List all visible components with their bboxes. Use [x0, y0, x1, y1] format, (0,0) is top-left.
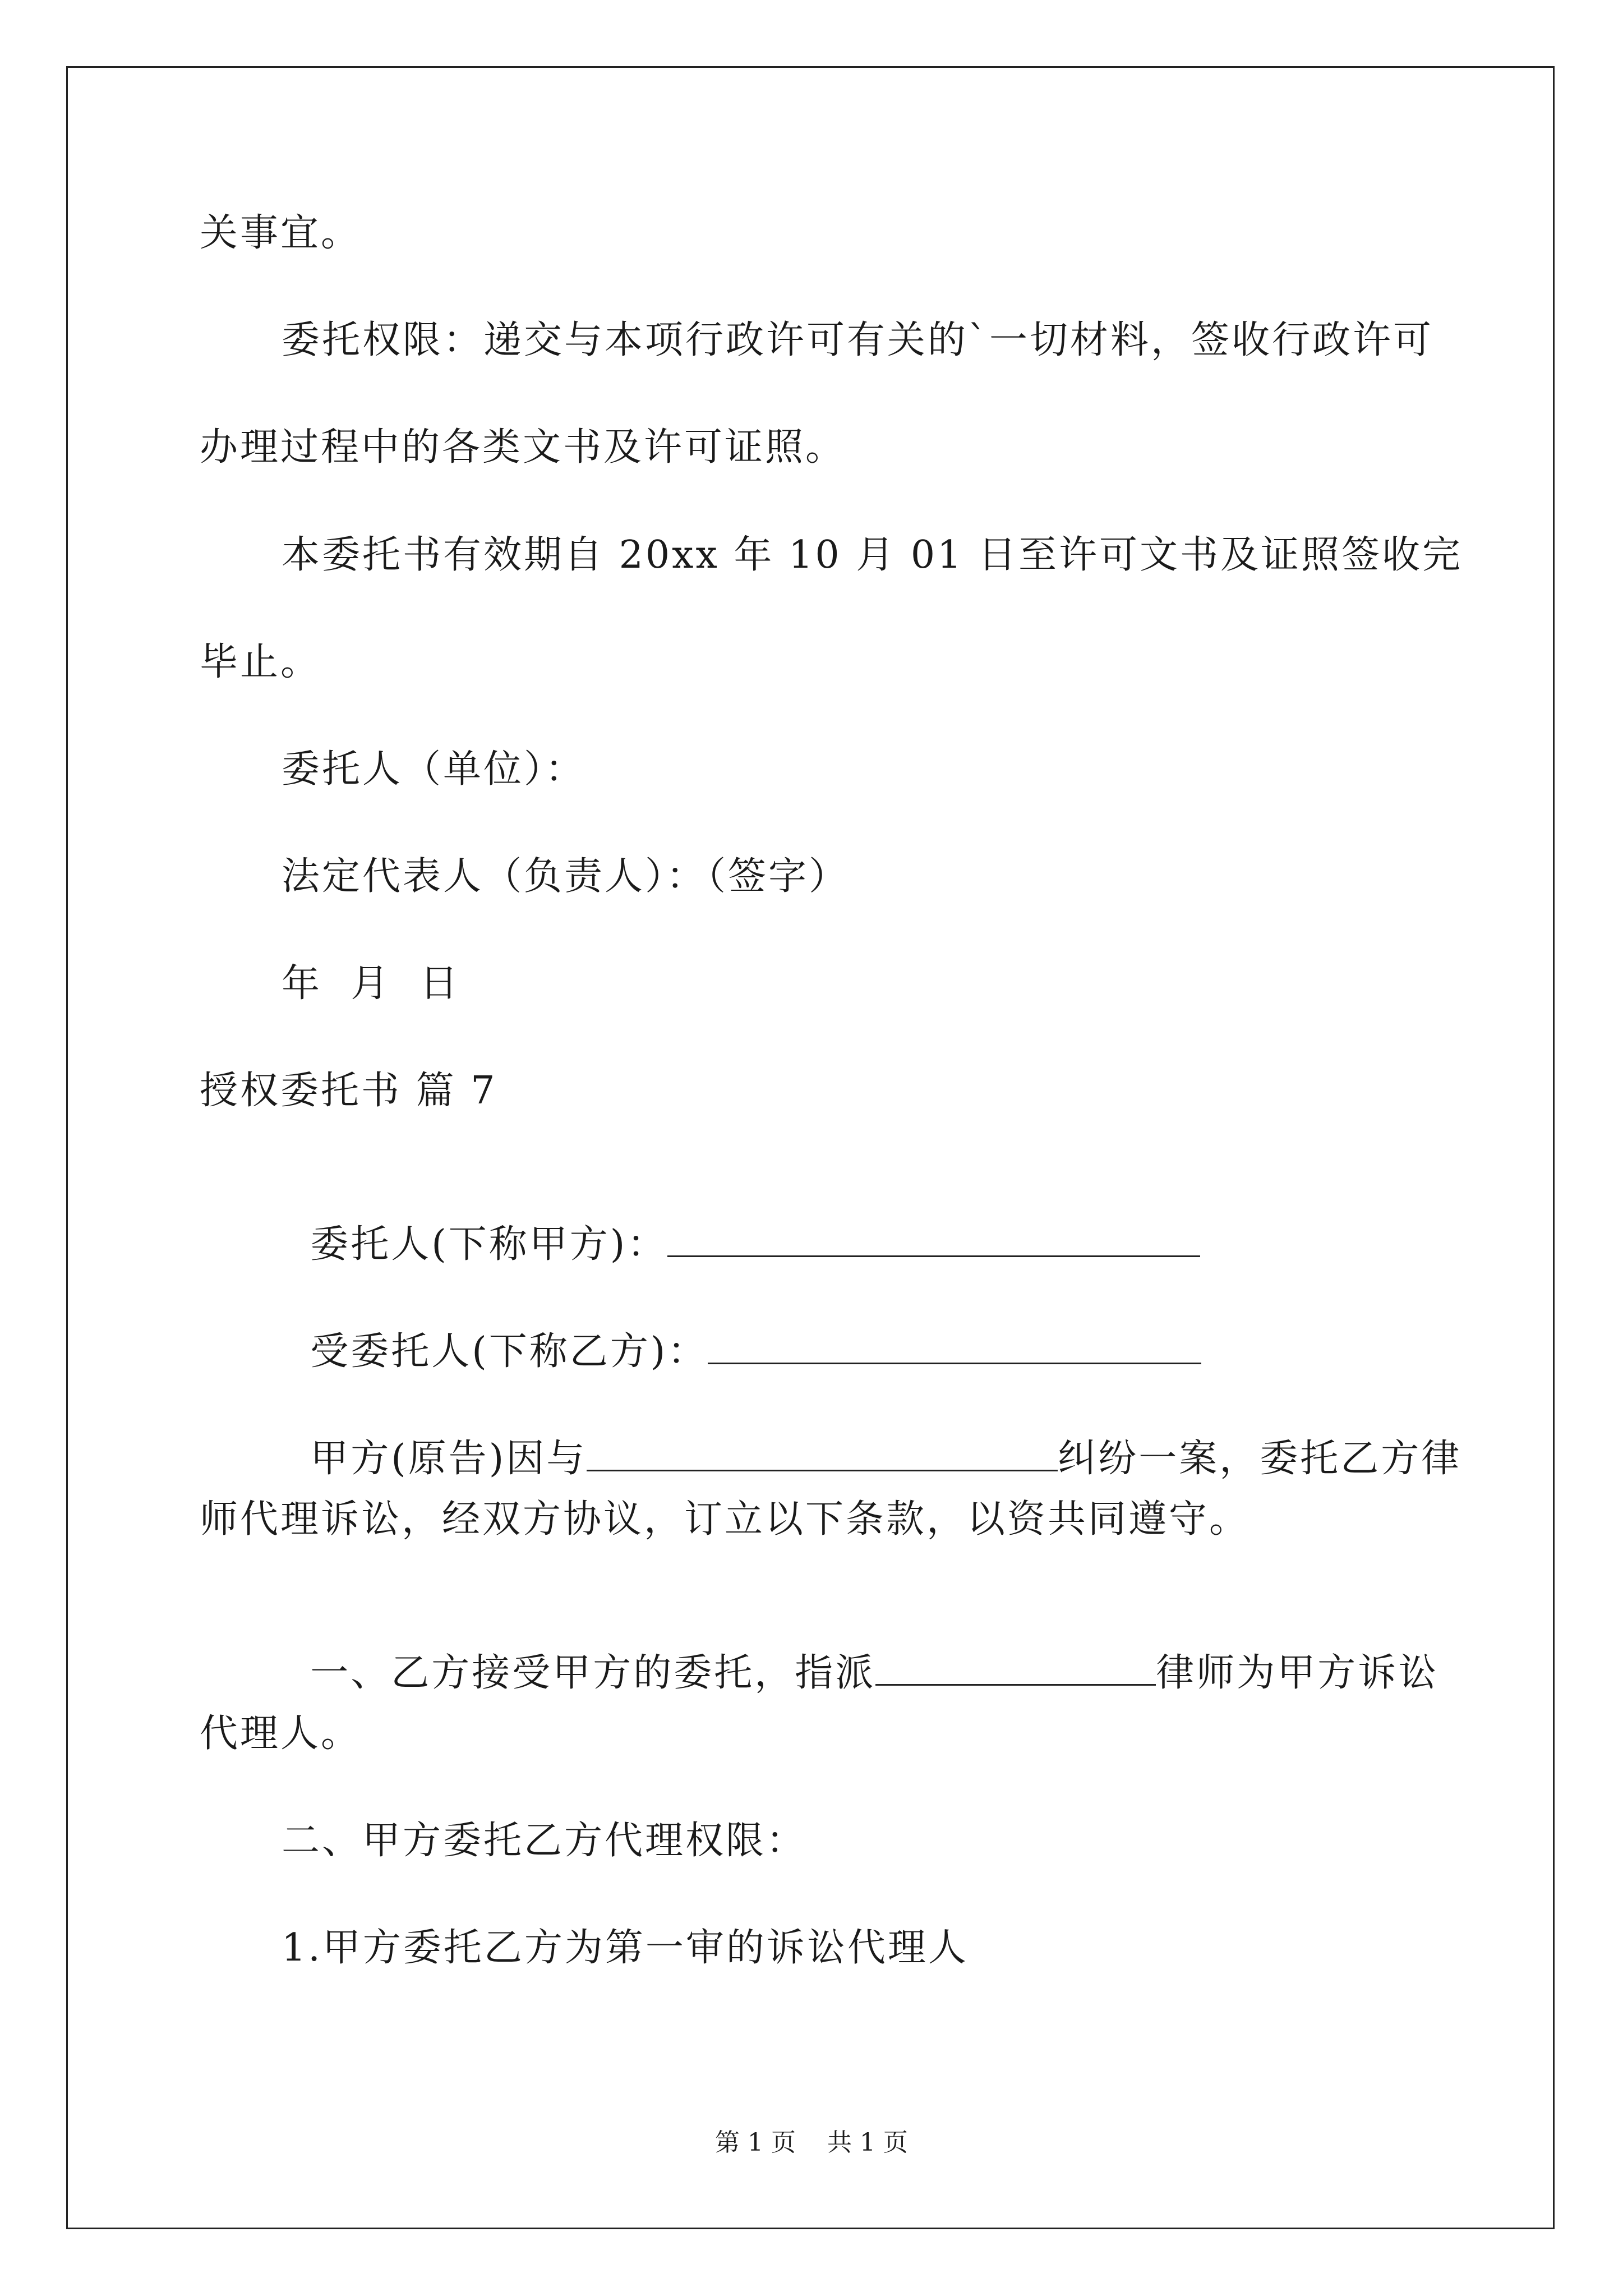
text-line-13: 师代理诉讼，经双方协议，订立以下条款，以资共同遵守。 [200, 1497, 1250, 1542]
agent-blank [708, 1328, 1201, 1364]
page-footer: 第 1 页 共 1 页 [715, 2128, 908, 2157]
lawyer-blank [875, 1649, 1156, 1686]
clause-1-end: 律师为甲方诉讼 [1156, 1651, 1439, 1695]
case-label-start: 甲方(原告)因与 [310, 1437, 587, 1481]
text-line-7: 法定代表人（负责人）：（签字） [282, 854, 850, 899]
date-line: 年 月 日 [282, 961, 460, 1006]
text-line-3: 办理过程中的各类文书及许可证照。 [200, 425, 846, 470]
text-line-1: 关事宜。 [200, 211, 362, 255]
text-line-16: 二、甲方委托乙方代理权限： [282, 1819, 807, 1863]
text-line-2: 委托权限：递交与本项行政许可有关的`一切材料，签收行政许可 [282, 318, 1434, 362]
text-line-10 [282, 1176, 1200, 1267]
text-line-12 [282, 1390, 1461, 1481]
case-label-end: 纠纷一案，委托乙方律 [1058, 1437, 1462, 1481]
text-line-4: 本委托书有效期自 20xx 年 10 月 01 日至许可文书及证照签收完 [282, 533, 1463, 577]
section-heading: 授权委托书 篇 7 [200, 1069, 497, 1113]
principal-label: 委托人(下称甲方)： [310, 1222, 668, 1267]
text-line-14 [282, 1604, 1438, 1696]
text-line-11 [282, 1283, 1201, 1374]
principal-blank [667, 1221, 1200, 1257]
clause-1-start: 一、乙方接受甲方的委托，指派 [310, 1651, 876, 1695]
text-line-6: 委托人（单位）： [282, 747, 586, 792]
agent-label: 受委托人(下称乙方)： [310, 1329, 708, 1374]
text-line-17: 1.甲方委托乙方为第一审的诉讼代理人 [282, 1926, 969, 1970]
text-line-5: 毕止。 [200, 640, 321, 684]
page-border [66, 66, 1555, 2229]
text-line-15: 代理人。 [200, 1711, 362, 1756]
case-blank [587, 1435, 1058, 1471]
